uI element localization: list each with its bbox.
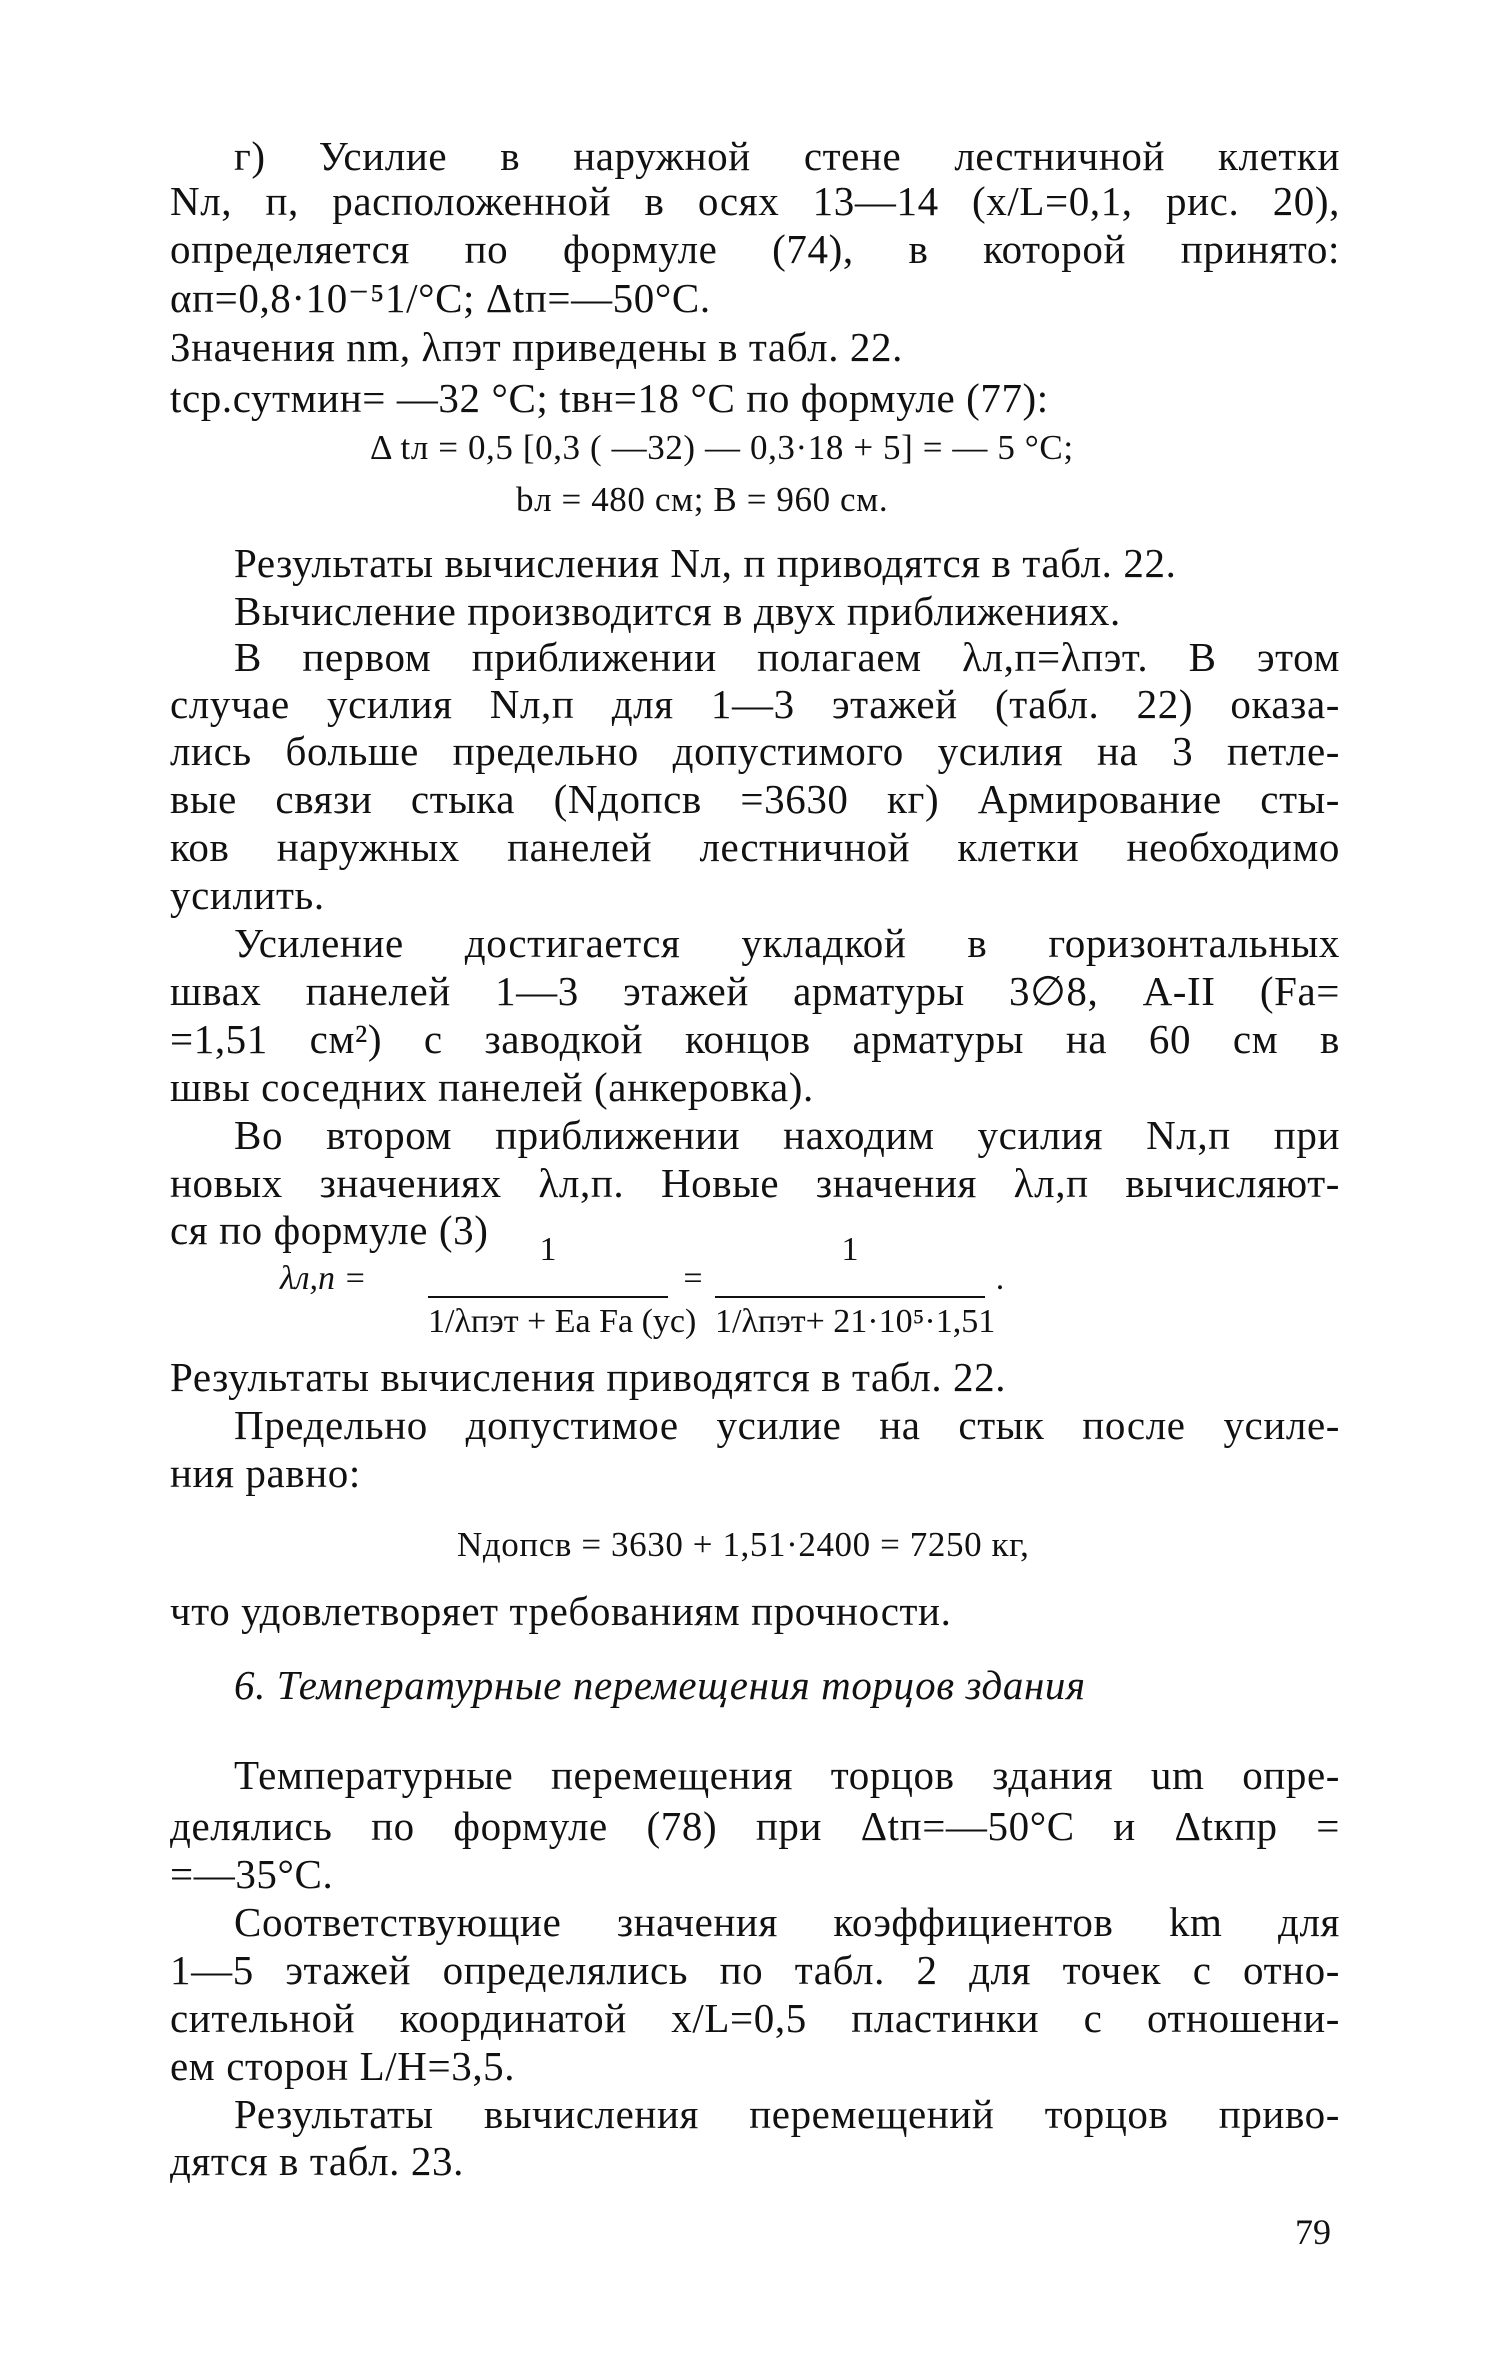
text-line: =—35°С. <box>170 1851 334 1897</box>
page <box>170 0 1340 2362</box>
formula-numerator-1: 1 <box>539 1231 557 1268</box>
text-line: случае усилия Nл,п для 1—3 этажей (табл. 22) оказа- <box>170 681 1340 727</box>
text-line: ем сторон L/H=3,5. <box>170 2043 516 2089</box>
formula-equals: = <box>683 1260 703 1297</box>
text-line: Результаты вычисления перемещений торцов приво- <box>234 2091 1340 2137</box>
formula-numerator-2: 1 <box>841 1231 859 1268</box>
text-line: швах панелей 1—3 этажей арматуры 3∅8, А-II (Fа= <box>170 968 1340 1014</box>
text-line: Значения nm, λпэт приведены в табл. 22. <box>170 324 903 370</box>
fraction-bar-2 <box>715 1296 985 1298</box>
text-line: ков наружных панелей лестничной клетки необходимо <box>170 824 1340 870</box>
text-line: усилить. <box>170 872 325 918</box>
formula-lhs: λл,п = <box>280 1260 367 1297</box>
text-line: Предельно допустимое усилие на стык после усиле- <box>234 1402 1340 1448</box>
fraction-bar-1 <box>428 1296 668 1298</box>
text-line: Во втором приближении находим усилия Nл,п при <box>234 1112 1340 1158</box>
text-line: новых значениях λл,п. Новые значения λл,п вычисляют- <box>170 1160 1340 1206</box>
text-line: ся по формуле (3) <box>170 1207 489 1253</box>
text-line: сительной координатой x/L=0,5 пластинки с отношени- <box>170 1995 1340 2041</box>
text-line: вые связи стыка (Nдопсв =3630 кг) Армирование сты- <box>170 776 1340 822</box>
text-line: швы соседних панелей (анкеровка). <box>170 1064 814 1110</box>
equation-line: bл = 480 см; B = 960 см. <box>516 480 889 519</box>
equation-line: Δ tл = 0,5 [0,3 ( —32) — 0,3·18 + 5] = — 5 °С; <box>370 428 1074 467</box>
text-line: что удовлетворяет требованиям прочности. <box>170 1588 952 1634</box>
text-line: tср.сутмин= —32 °С; tвн=18 °С по формуле (77): <box>170 375 1049 421</box>
text-line: Вычисление производится в двух приближениях. <box>234 588 1121 634</box>
page-number: 79 <box>1295 2212 1331 2252</box>
text-line: αп=0,8·10⁻⁵1/°С; Δtп=—50°С. <box>170 275 711 321</box>
text-line: Результаты вычисления Nл, п приводятся в табл. 22. <box>234 540 1177 586</box>
text-line: делялись по формуле (78) при Δtп=—50°С и Δtкпр = <box>170 1803 1340 1849</box>
text-line: Температурные перемещения торцов здания um опре- <box>234 1752 1340 1798</box>
text-line: г) Усилие в наружной стене лестничной клетки <box>234 133 1340 179</box>
text-line: лись больше предельно допустимого усилия на 3 петле- <box>170 728 1340 774</box>
text-line: определяется по формуле (74), в которой принято: <box>170 226 1340 272</box>
text-line: Усиление достигается укладкой в горизонтальных <box>234 920 1340 966</box>
text-line: дятся в табл. 23. <box>170 2138 464 2184</box>
text-line: Результаты вычисления приводятся в табл. 22. <box>170 1354 1007 1400</box>
text-line: 1—5 этажей определялись по табл. 2 для точек с отно- <box>170 1947 1340 1993</box>
formula-denominator-1: 1/λпэт + Eа Fа (ус) <box>428 1303 697 1340</box>
equation-line: Nдопсв = 3630 + 1,51·2400 = 7250 кг, <box>457 1525 1030 1564</box>
text-line: Соответствующие значения коэффициентов km для <box>234 1899 1340 1945</box>
text-line: Nл, п, расположенной в осях 13—14 (x/L=0,1, рис. 20), <box>170 178 1340 224</box>
formula-period: . <box>995 1260 1005 1297</box>
text-line: ния равно: <box>170 1450 361 1496</box>
text-line: =1,51 см²) с заводкой концов арматуры на 60 см в <box>170 1016 1340 1062</box>
text-line: В первом приближении полагаем λл,п=λпэт. В этом <box>234 634 1340 680</box>
formula-denominator-2: 1/λпэт+ 21·10⁵·1,51 <box>715 1303 996 1340</box>
section-heading: 6. Температурные перемещения торцов здания <box>234 1662 1086 1708</box>
